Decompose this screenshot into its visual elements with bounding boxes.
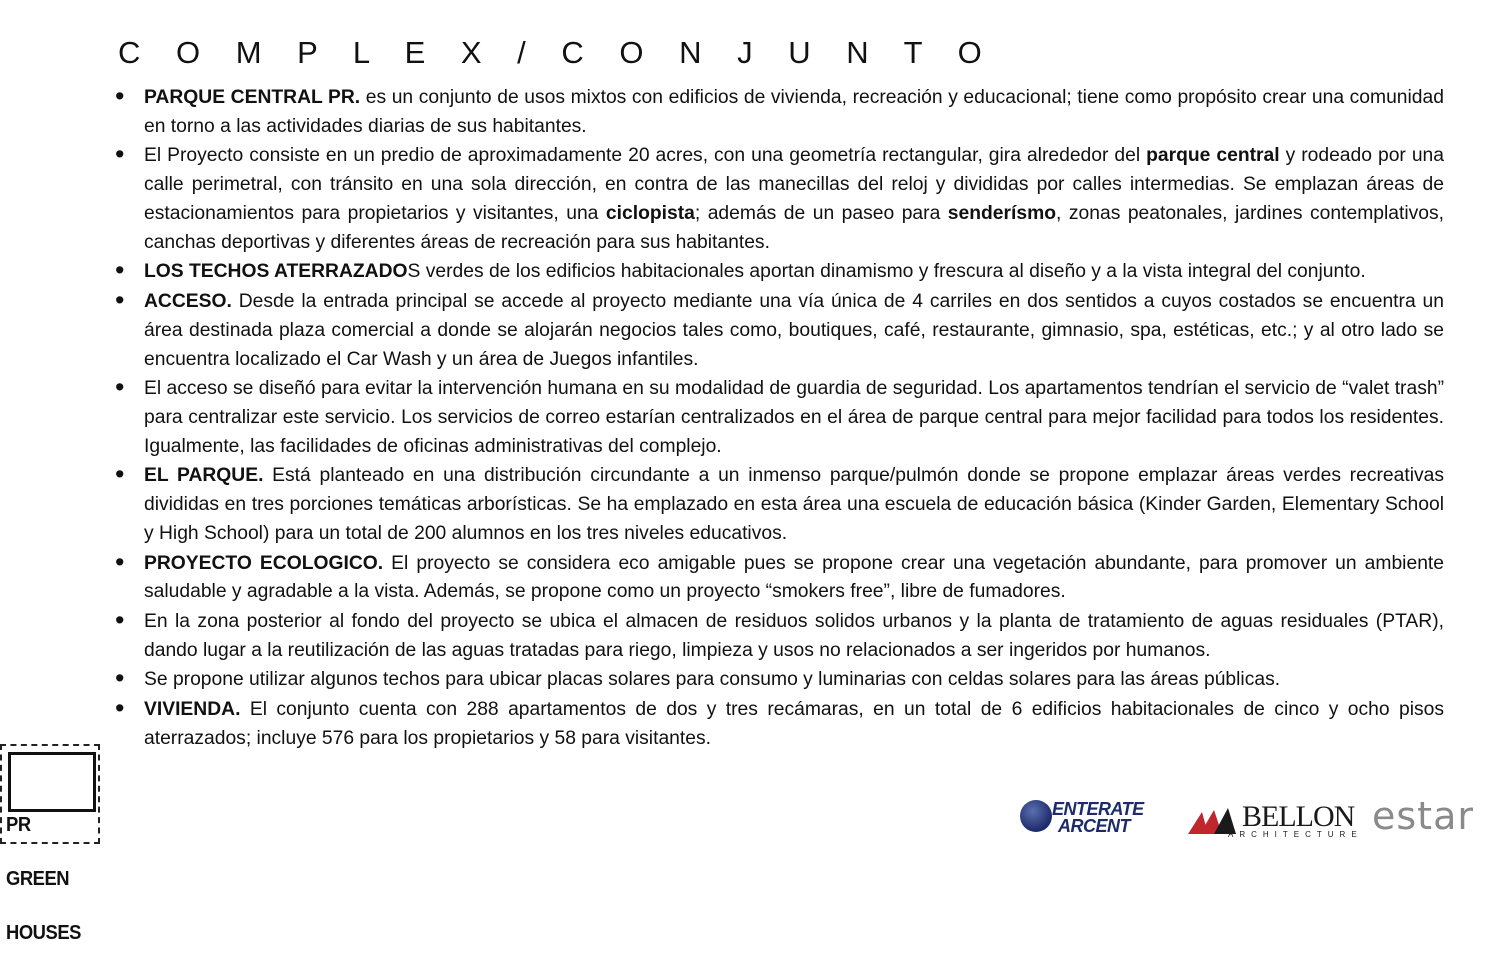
bellon-text: BELLON	[1242, 800, 1355, 833]
bullet-text: El proyecto se considera eco amigable pues se propone crear una vegetación abundante, para promover un ambiente saludable y agradable a la vista. Además, se propone como un proyecto “smokers free”, libre de fumadores.	[144, 552, 1444, 603]
bullet-text: , zonas peatonales, jardines contemplativos, canchas deportivas y diferentes áreas de recreación para sus habitantes.	[144, 202, 1444, 253]
bullet-bold-text: LOS TECHOS ATERRAZADO	[144, 261, 408, 283]
bullet-bold-text: PARQUE CENTRAL PR.	[144, 87, 361, 108]
bellon-subtitle: ARCHITECTURE	[1228, 830, 1363, 839]
bullet-item	[144, 84, 1444, 142]
sponsor-logos	[1018, 796, 1500, 840]
bullet-text: El conjunto cuenta con 288 apartamentos de dos y tres recámaras, en un total de 6 edificios habitacionales de cinco y ocho pisos aterrazados; incluye 576 para los propietarios y 58 para visitantes.	[144, 698, 1444, 749]
bullet-text: En la zona posterior al fondo del proyecto se ubica el almacen de residuos solidos urbanos y la planta de tratamiento de aguas residuales (PTAR), dando lugar a la reutilización de las aguas tratadas para riego, limpieza y usos no relacionados a ser ingeridos por humanos.	[144, 610, 1444, 661]
bullet-item	[144, 258, 1444, 287]
bullet-bold-text: VIVIENDA.	[144, 698, 241, 720]
bullet-item	[144, 696, 1444, 754]
bullet-text: ; además de un paseo para	[694, 202, 948, 224]
bullet-item	[144, 462, 1444, 548]
bullet-text: El acceso se diseñó para evitar la intervención humana en su modalidad de guardia de seguridad. Los apartamentos tendrían el servicio de “valet trash” para centralizar este servicio. Los servicios de correo estarían centralizados en el área de parque central para mejor facilidad para todos los residentes. Igualmente, las facilidades de oficinas administrativas del complejo.	[144, 378, 1444, 457]
bullet-text: El Proyecto consiste en un predio de aproximadamente 20 acres, con una geometría rectangular, gira alrededor del	[144, 145, 1147, 167]
bullet-bold-text: EL PARQUE.	[144, 465, 264, 487]
bullet-text: Está planteado en una distribución circundante a un inmenso parque/pulmón donde se propone emplazar áreas verdes recreativas divididas en tres porciones temáticas arborísticas. Se ha emplazado en esta área una escuela de educación básica (Kinder Garden, Elementary School y High School) para un total de 200 alumnos en los tres niveles educativos.	[144, 465, 1444, 544]
bullet-item	[144, 288, 1444, 374]
bullet-bold-text: senderísmo	[947, 202, 1057, 224]
bullet-bold-text: ACCESO.	[144, 290, 232, 312]
bullet-text: y rodeado por una calle perimetral, con tránsito en una sola dirección, en contra de las manecillas del reloj y divididas por calles intermedias. Se emplazan áreas de estacionamientos para propietarios y visitantes, una	[144, 145, 1444, 224]
pr-green-houses-text	[6, 780, 94, 978]
arcent-text: ARCENT	[1058, 816, 1130, 836]
bullet-bold-text: parque central	[1146, 145, 1280, 167]
bullet-text: Desde la entrada principal se accede al proyecto mediante una vía única de 4 carriles en dos sentidos a cuyos costados se encuentra un área destinada plaza comercial a donde se alojarán negocios tales como, boutiques, café, restaurante, gimnasio, spa, estéticas, etc.; y al otro lado se encuentra localizado el Car Wash y un área de Juegos infantiles.	[144, 290, 1444, 370]
bullet-text: S verdes de los edificios habitacionales aportan dinamismo y frescura al diseño y a la vista integral del conjunto.	[407, 261, 1366, 283]
bullet-list	[144, 84, 1444, 754]
logo-line: GREEN	[6, 868, 70, 890]
bullet-item	[144, 550, 1444, 608]
pr-green-houses-logo	[0, 744, 100, 944]
enterate-text: ENTERATE	[1052, 799, 1144, 819]
bullet-bold-text: PROYECTO ECOLOGICO.	[144, 552, 384, 574]
bullet-bold-text: ciclopista	[605, 202, 695, 224]
page-title: C O M P L E X / C O N J U N T O	[118, 34, 996, 70]
logo-line: HOUSES	[6, 922, 81, 944]
bullet-item	[144, 142, 1444, 257]
enterate-arcent-logo	[1018, 798, 1183, 836]
globe-icon	[1020, 800, 1052, 832]
bullet-item	[144, 608, 1444, 666]
bullet-item	[144, 666, 1444, 695]
bullet-text: Se propone utilizar algunos techos para ubicar placas solares para consumo y luminarias con celdas solares para las áreas públicas.	[144, 669, 1281, 691]
bullet-item	[144, 375, 1444, 461]
bullet-text: es un conjunto de usos mixtos con edificios de vivienda, recreación y educacional; tiene como propósito crear una comunidad en torno a las actividades diarias de sus habitantes.	[144, 87, 1444, 137]
estar-logo: estar	[1372, 794, 1474, 838]
bellon-architecture-logo	[1188, 802, 1368, 838]
logo-line: PR	[6, 814, 31, 836]
